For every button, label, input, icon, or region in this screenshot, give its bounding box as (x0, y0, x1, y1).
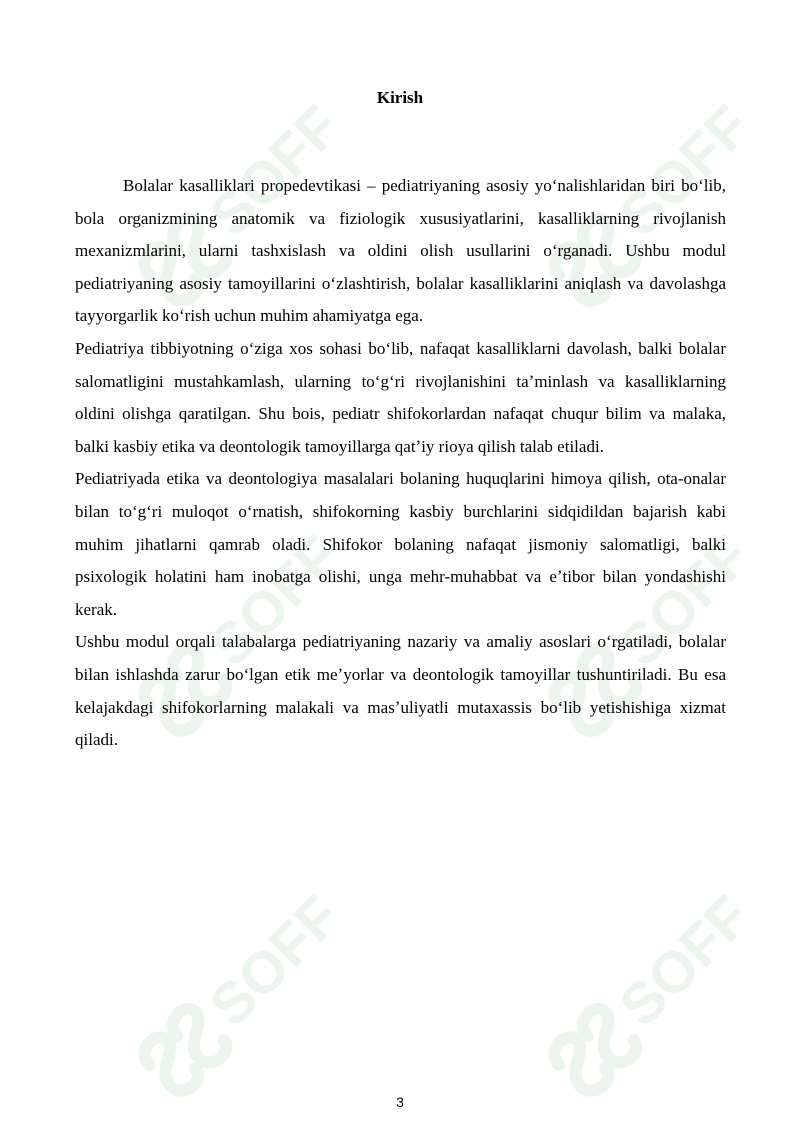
paragraph: Pediatriya tibbiyotning oʻziga xos sohasi boʻlib, nafaqat kasalliklarni davolash, balki bolalar salomatligini mustahkamlash, ularning toʻgʻri rivojlanishini taʼminlash va kasalliklarning oldini olishga qaratilgan. Shu bois, pediatr shifokorlardan nafaqat chuqur bilim va malaka, balki kasbiy etika va deontologik tamoyillarga qatʼiy rioya qilish talab etiladi. (75, 338, 726, 456)
watermark-text: SOFF (607, 523, 763, 679)
page-title: Kirish (376, 88, 424, 107)
soff-watermark-logo (480, 830, 780, 1130)
paragraph: Pediatriyada etika va deontologiya masalalari bolaning huquqlarini himoya qilish, ota-onalar bilan toʻgʻri muloqot oʻrnatish, shifokorning kasbiy burchlarini sidqidildan bajarish kabi muhim jihatlarni qamrab oladi. Shifokor bolaning nafaqat jismoniy salomatligi, balki psixologik holatini ham inobatga olishi, unga mehr-muhabbat va eʼtibor bilan yondashishi kerak. (75, 469, 726, 619)
watermark-text: SOFF (607, 883, 763, 1039)
paragraph: Bolalar kasalliklari propedevtikasi – pediatriyaning asosiy yoʻnalishlaridan biri boʻlib, bola organizmining anatomik va fiziologik xususiyatlarini, kasalliklarning rivojlanish mexanizmlarini, ularni tashxislash va oldini olish usullarini oʻrganadi. Ushbu modul pediatriyaning asosiy tamoyillarini oʻzlashtirish, bolalar kasalliklarini aniqlash va davolashga tayyorgarlik koʻrish uchun muhim ahamiyatga ega. (75, 176, 726, 326)
soff-watermark-logo (70, 830, 370, 1130)
watermark-text: SOFF (197, 93, 353, 249)
watermark-text: SOFF (607, 93, 763, 249)
body-text (75, 170, 726, 757)
paragraph: Ushbu modul orqali talabalarga pediatriyaning nazariy va amaliy asoslari oʻrgatiladi, bolalar bilan ishlashda zarur boʻlgan etik meʼyorlar va deontologik tamoyillar tushuntiriladi. Bu esa kelajakdagi shifokorlarning malakali va masʼuliyatli mutaxassis boʻlib yetishishiga xizmat qiladi. (75, 632, 726, 750)
watermark-text: SOFF (197, 523, 353, 679)
watermark-text: SOFF (197, 883, 353, 1039)
page-number: 3 (396, 1094, 404, 1110)
